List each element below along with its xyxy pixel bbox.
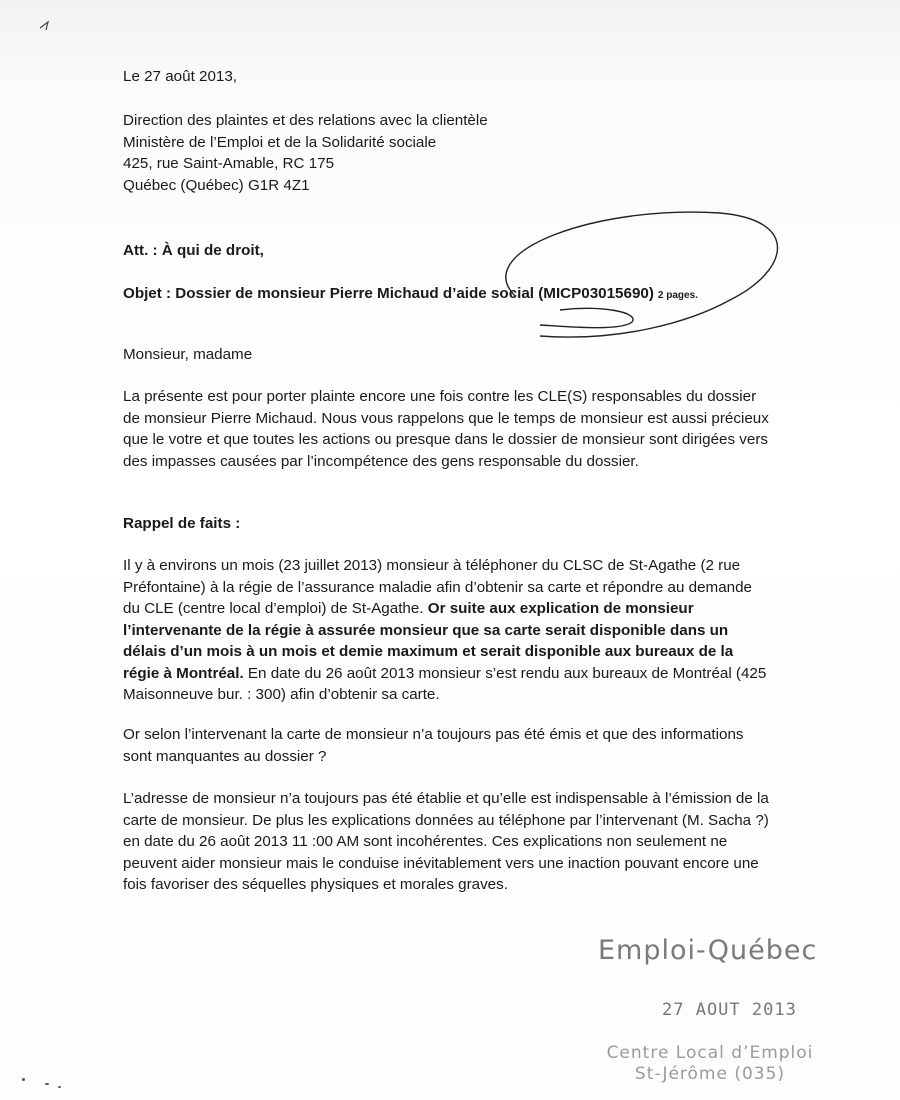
stamp-office-line: Centre Local d’Emploi (606, 1043, 814, 1063)
facts-heading: Rappel de faits : (123, 515, 241, 532)
address-line: Québec (Québec) G1R 4Z1 (123, 176, 310, 194)
attention-line: Att. : À qui de droit, (123, 242, 264, 259)
stamp-brand: Emploi-Québec (598, 935, 818, 966)
ink-speck (58, 1086, 61, 1088)
ink-speck (45, 1083, 49, 1085)
subject-text: Objet : Dossier de monsieur Pierre Michaud d’aide social (MICP03015690) (123, 285, 654, 302)
address-line: Ministère de l’Emploi et de la Solidarité sociale (123, 133, 437, 151)
facts-text-end: En date du 26 août 2013 monsieur s’est rendu aux bureaux de Montréal (425 Maisonneuve bur. : 300) afin d’obtenir sa carte. (123, 664, 767, 703)
address-line: 425, rue Saint-Amable, RC 175 (123, 155, 335, 172)
ink-speck (22, 1078, 25, 1081)
paragraph-complaint: La présente est pour porter plainte encore une fois contre les CLE(S) responsables du dossier de monsieur Pierre Michaud. Nous vous rappelons que le temps de monsieur est aussi précieux que le votre et que toutes les actions ou presque dans le dossier de monsieur sont dirigées vers des impasses causées par l’incompétence des gens responsable du dossier. (123, 388, 769, 470)
subject-page-note: 2 pages. (657, 290, 698, 301)
stamp-office-line: St-Jérôme (035) (634, 1064, 786, 1084)
address-line: Direction des plaintes et des relations avec la clientèle (123, 112, 488, 129)
paragraph-card-status: Or selon l’intervenant la carte de monsieur n’a toujours pas été émis et que des informations sont manquantes au dossier ? (123, 726, 744, 765)
facts-text-bold: Or suite aux explication de monsieur l’intervenante de la régie à assurée monsieur que sa carte serait disponible dans un délais d’un mois à un mois et demie maximum et serait disponible aux bureaux de la régie à Montréal. (123, 600, 734, 682)
salutation: Monsieur, madame (123, 346, 253, 363)
stamp-date: 27 AOUT 2013 (662, 1000, 797, 1020)
facts-text-start: Il y à environs un mois (23 juillet 2013) monsieur à téléphoner du CLSC de St-Agathe (2 rue Préfontaine) à la régie de l’assurance maladie afin d’obtenir sa carte et répondre au demande du CLE (centre local d’emploi) de St-Agathe. (123, 557, 752, 617)
paragraph-address: L’adresse de monsieur n’a toujours pas été établie et qu’elle est indispensable à l’émission de la carte de monsieur. De plus les explications données au téléphone par l’intervenant (M. Sacha ?) en date du 26 août 2013 11 :00 AM sont incohérentes. Ces explications non seulement ne peuvent aider monsieur mais le conduise inévitablement vers une inaction pouvant encore une fois favoriser des séquelles physiques et morales graves. (123, 790, 769, 893)
letter-date: Le 27 août 2013, (123, 68, 238, 85)
stamp-office (600, 1043, 820, 1085)
